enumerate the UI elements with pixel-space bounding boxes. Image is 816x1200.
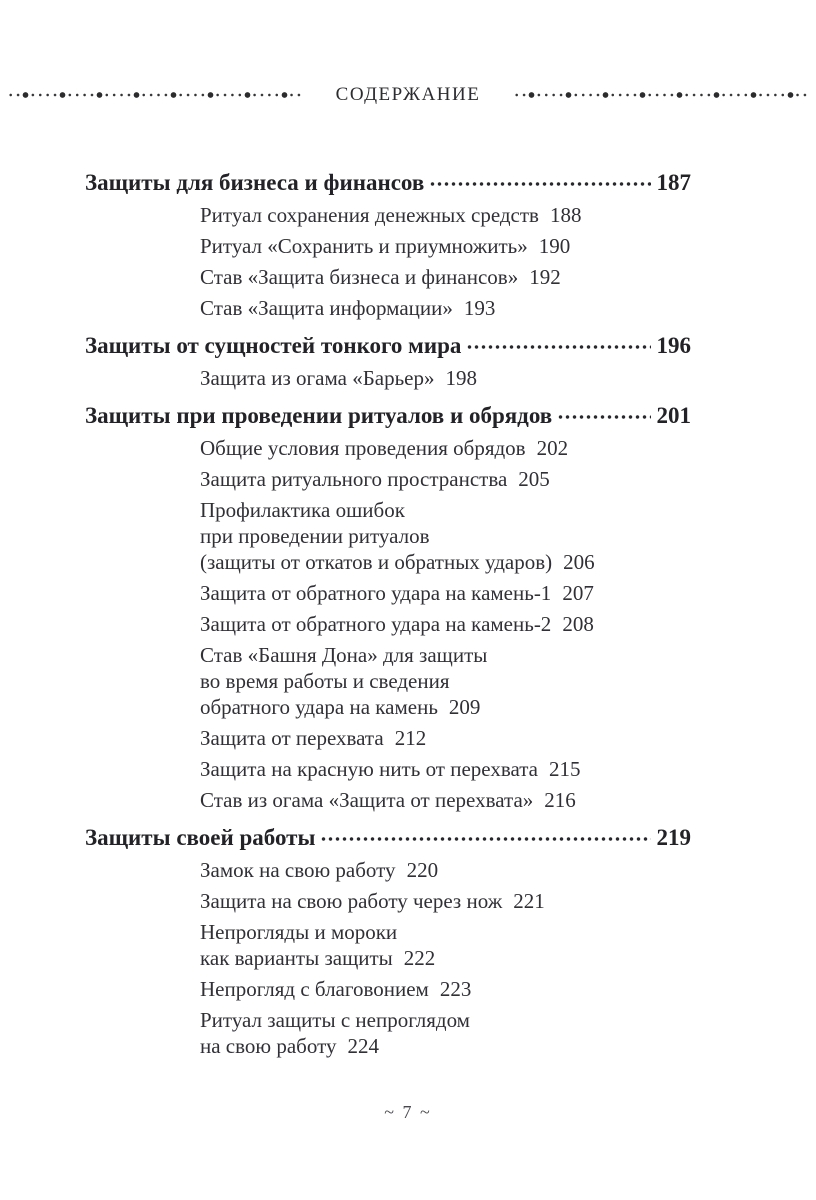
toc-item xyxy=(85,642,691,720)
toc-item-page-number: 216 xyxy=(544,788,576,812)
toc-item-last-line xyxy=(200,295,691,321)
toc-item xyxy=(85,580,691,606)
toc-item-label: обратного удара на камень xyxy=(200,695,438,719)
toc-item-page-number: 192 xyxy=(529,265,561,289)
toc-item xyxy=(85,295,691,321)
toc-item-page-number: 223 xyxy=(439,977,472,1001)
toc-item-label: Замок на свою работу xyxy=(200,858,396,882)
toc-item-label: Защита на красную нить от перехвата xyxy=(200,757,538,781)
toc-item-label: Защита ритуального пространства xyxy=(200,467,508,491)
toc-item-page-number: 202 xyxy=(536,436,569,460)
toc-item-label: Защита от перехвата xyxy=(200,726,384,750)
toc-item xyxy=(85,435,691,461)
toc-item-label: во время работы и сведения xyxy=(200,669,450,693)
dot-leader xyxy=(466,345,650,351)
toc-item xyxy=(85,233,691,259)
toc-item xyxy=(85,365,691,391)
toc-item-last-line xyxy=(200,888,691,914)
toc-item-last-line xyxy=(200,435,691,461)
toc-item-last-line xyxy=(200,202,691,228)
toc-item-label: Ритуал «Сохранить и приумножить» xyxy=(200,234,528,258)
toc-section-page-number: 196 xyxy=(656,333,691,358)
toc-item-page-number: 198 xyxy=(445,366,477,390)
toc-section xyxy=(85,825,691,1059)
dot-leader xyxy=(557,415,650,421)
toc-section xyxy=(85,403,691,813)
toc-item-label: Став «Защита информации» xyxy=(200,296,453,320)
toc-item xyxy=(85,976,691,1002)
toc-item xyxy=(85,1007,691,1059)
toc-item-line xyxy=(200,523,691,549)
toc-item-last-line xyxy=(200,976,691,1002)
toc-section-title-row xyxy=(85,333,691,359)
toc-item-label: при проведении ритуалов xyxy=(200,524,430,548)
toc-item-line xyxy=(200,919,691,945)
toc-item-last-line xyxy=(200,694,691,720)
toc-item-last-line xyxy=(200,549,691,575)
toc-item-label: (защиты от откатов и обратных ударов) xyxy=(200,550,553,574)
toc-item-page-number: 188 xyxy=(549,203,582,227)
toc-item-label: Защита из огама «Барьер» xyxy=(200,366,435,390)
toc-section-title: Защиты своей работы xyxy=(85,825,316,850)
toc-section-page-number: 187 xyxy=(656,170,691,195)
toc-section xyxy=(85,170,691,321)
toc-item xyxy=(85,888,691,914)
toc-item-label: Ритуал сохранения денежных средств xyxy=(200,203,539,227)
toc-section-title-row xyxy=(85,403,691,429)
toc-item-last-line xyxy=(200,945,691,971)
toc-item-label: Непрогляд с благовонием xyxy=(200,977,429,1001)
toc-item-label: Став «Защита бизнеса и финансов» xyxy=(200,265,519,289)
toc-section-title: Защиты при проведении ритуалов и обрядов xyxy=(85,403,553,428)
toc-item-last-line xyxy=(200,787,691,813)
toc-item-label: Непрогляды и мороки xyxy=(200,920,398,944)
toc-item-label: Став из огама «Защита от перехвата» xyxy=(200,788,534,812)
toc-item xyxy=(85,202,691,228)
toc-item-last-line xyxy=(200,580,691,606)
toc-item-label: Ритуал защиты с непроглядом xyxy=(200,1008,470,1032)
toc-section-title-row xyxy=(85,825,691,851)
dotted-ornament-left xyxy=(6,90,304,100)
dotted-ornament-right xyxy=(512,90,810,100)
toc-section-page-number: 219 xyxy=(656,825,691,850)
toc-section xyxy=(85,333,691,391)
toc-item xyxy=(85,497,691,575)
toc-item-label: Общие условия проведения обрядов xyxy=(200,436,526,460)
toc-item-line xyxy=(200,497,691,523)
toc-item-last-line xyxy=(200,233,691,259)
contents-header xyxy=(6,84,810,106)
toc-item-page-number: 220 xyxy=(406,858,439,882)
toc-item-last-line xyxy=(200,756,691,782)
toc-item-page-number: 209 xyxy=(448,695,481,719)
toc-section-title: Защиты для бизнеса и финансов xyxy=(85,170,425,195)
toc-item-page-number: 215 xyxy=(549,757,581,781)
toc-item-last-line xyxy=(200,1033,691,1059)
toc-section-title: Защиты от сущностей тонкого мира xyxy=(85,333,462,358)
toc-item-line xyxy=(200,1007,691,1033)
toc-item xyxy=(85,787,691,813)
table-of-contents xyxy=(85,170,691,1064)
toc-item-page-number: 208 xyxy=(562,612,594,636)
toc-item-label: Профилактика ошибок xyxy=(200,498,405,522)
toc-item xyxy=(85,264,691,290)
toc-item-page-number: 193 xyxy=(463,296,496,320)
dot-leader xyxy=(429,182,650,188)
toc-item-label: Защита на свою работу через нож xyxy=(200,889,503,913)
toc-item-page-number: 207 xyxy=(562,581,594,605)
toc-item-label: как варианты защиты xyxy=(200,946,393,970)
toc-item-line xyxy=(200,668,691,694)
toc-item-page-number: 205 xyxy=(518,467,550,491)
contents-title: СОДЕРЖАНИЕ xyxy=(335,84,481,105)
toc-item-last-line xyxy=(200,857,691,883)
toc-item-label: Защита от обратного удара на камень-1 xyxy=(200,581,552,605)
toc-item-line xyxy=(200,642,691,668)
dot-leader xyxy=(320,837,650,843)
toc-item-label: Став «Башня Дона» для защиты xyxy=(200,643,488,667)
toc-item-label: на свою работу xyxy=(200,1034,337,1058)
page-number: ~ 7 ~ xyxy=(384,1102,432,1122)
toc-item-page-number: 190 xyxy=(538,234,571,258)
toc-item xyxy=(85,611,691,637)
toc-item xyxy=(85,466,691,492)
toc-section-title-row xyxy=(85,170,691,196)
toc-item-page-number: 206 xyxy=(563,550,595,574)
toc-section-page-number: 201 xyxy=(656,403,691,428)
toc-item xyxy=(85,756,691,782)
toc-item-page-number: 224 xyxy=(347,1034,379,1058)
toc-item-last-line xyxy=(200,725,691,751)
toc-item-last-line xyxy=(200,264,691,290)
toc-item-last-line xyxy=(200,466,691,492)
toc-item xyxy=(85,725,691,751)
toc-item-last-line xyxy=(200,365,691,391)
toc-item-last-line xyxy=(200,611,691,637)
toc-item-page-number: 212 xyxy=(394,726,427,750)
toc-item-page-number: 222 xyxy=(403,946,436,970)
toc-item xyxy=(85,919,691,971)
toc-item xyxy=(85,857,691,883)
toc-item-label: Защита от обратного удара на камень-2 xyxy=(200,612,552,636)
toc-item-page-number: 221 xyxy=(513,889,545,913)
